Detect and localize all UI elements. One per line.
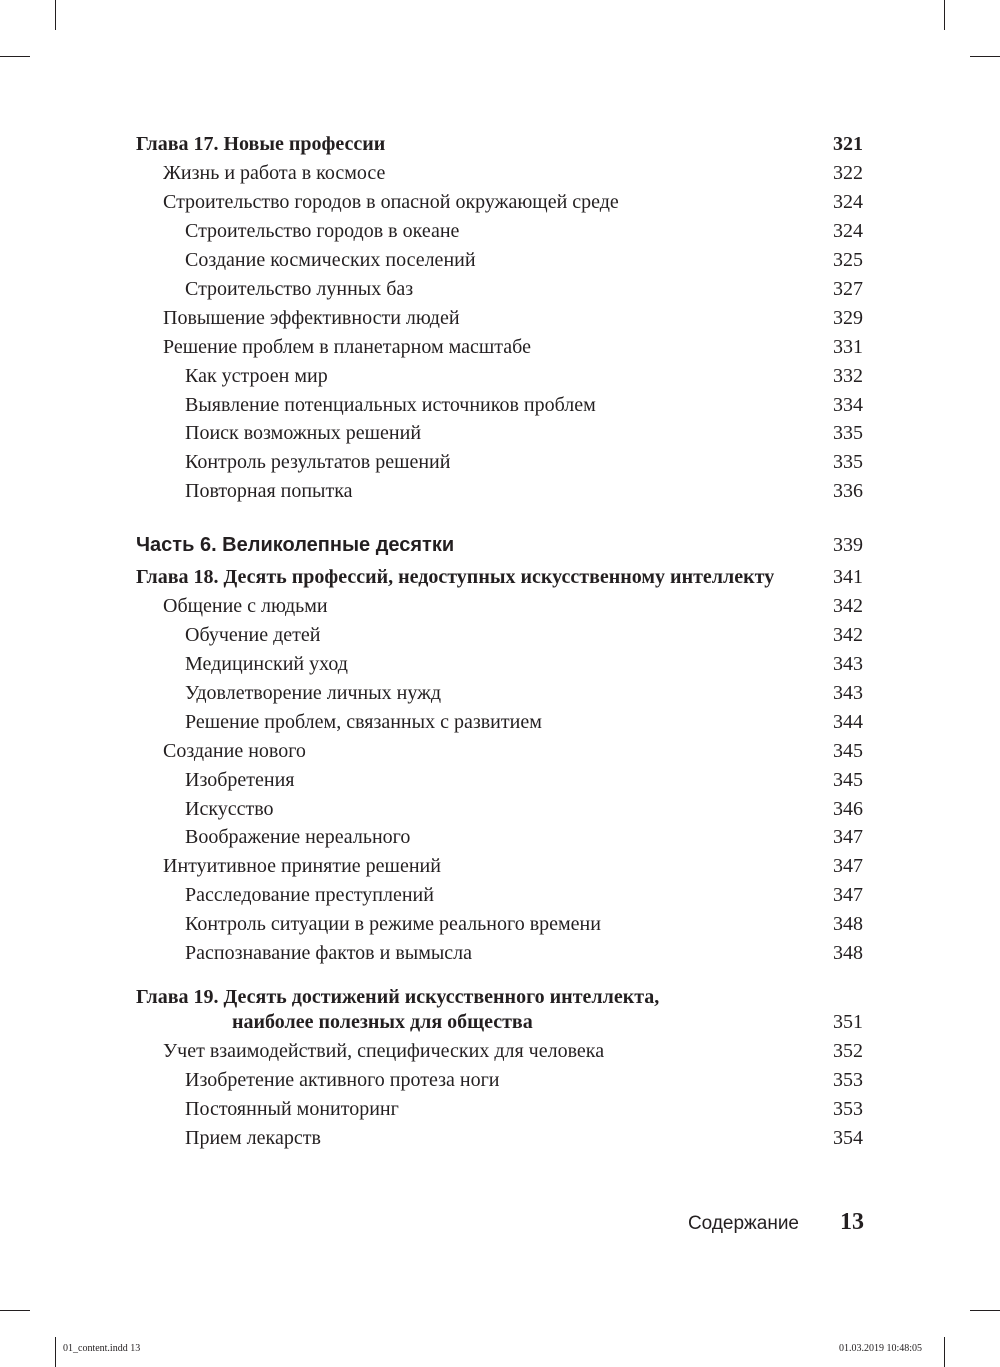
toc-page-number: 322: [833, 162, 863, 184]
toc-entry-title: Создание нового: [163, 740, 306, 762]
toc-part-title: Часть 6. Великолепные десятки: [136, 534, 455, 556]
toc-subentry[interactable]: [0, 823, 1000, 852]
toc-page-number: 346: [833, 798, 863, 820]
toc-entry-title: Повышение эффективности людей: [163, 307, 460, 329]
toc-page-number: 339: [833, 534, 863, 556]
toc-subentry[interactable]: [0, 362, 1000, 391]
toc-subentry[interactable]: [0, 391, 1000, 420]
toc-subentry[interactable]: [0, 621, 1000, 650]
toc-entry[interactable]: [0, 333, 1000, 362]
toc-entry[interactable]: [0, 1037, 1000, 1066]
toc-chapter-18[interactable]: [0, 563, 1000, 592]
toc-page-number: 348: [833, 942, 863, 964]
toc-page-number: 342: [833, 624, 863, 646]
toc-subentry[interactable]: [0, 679, 1000, 708]
toc-subentry[interactable]: [0, 795, 1000, 824]
toc-subentry[interactable]: [0, 881, 1000, 910]
toc-chapter-17[interactable]: [0, 130, 1000, 159]
toc-entry-title: Прием лекарств: [185, 1127, 321, 1149]
toc-entry-title: Решение проблем в планетарном масштабе: [163, 336, 531, 358]
toc-entry-title: Искусство: [185, 798, 274, 820]
slug-file-info: 01_content.indd 13: [63, 1343, 141, 1354]
toc-entry[interactable]: [0, 159, 1000, 188]
toc-chapter-title: Глава 19. Десять достижений искусственного интеллекта,: [136, 986, 660, 1008]
toc-entry[interactable]: [0, 188, 1000, 217]
toc-entry-title: Контроль ситуации в режиме реального времени: [185, 913, 601, 935]
toc-page-number: 334: [833, 394, 863, 416]
toc-entry-title: Удовлетворение личных нужд: [185, 682, 442, 704]
toc-page-number: 354: [833, 1127, 863, 1149]
toc-subentry[interactable]: [0, 275, 1000, 304]
toc-page-number: 347: [833, 826, 863, 848]
toc-subentry[interactable]: [0, 217, 1000, 246]
toc-entry-title: Жизнь и работа в космосе: [163, 162, 386, 184]
toc-chapter-title: Глава 17. Новые профессии: [136, 133, 386, 155]
toc-page-number: 329: [833, 307, 863, 329]
toc-subentry[interactable]: [0, 708, 1000, 737]
toc-page-number: 332: [833, 365, 863, 387]
toc-page-number: 343: [833, 682, 863, 704]
toc-entry-title: Поиск возможных решений: [185, 422, 422, 444]
toc-subentry[interactable]: [0, 1095, 1000, 1124]
toc-entry-title: Строительство городов в опасной окружающей среде: [163, 191, 619, 213]
toc-entry[interactable]: [0, 304, 1000, 333]
toc-subentry[interactable]: [0, 939, 1000, 968]
toc-entry-title: Изобретения: [185, 769, 295, 791]
toc-entry[interactable]: [0, 852, 1000, 881]
toc-page-number: 331: [833, 336, 863, 358]
toc-entry-title: Выявление потенциальных источников проблем: [185, 394, 596, 416]
toc-page-number: 324: [833, 220, 863, 242]
toc-page-number: 344: [833, 711, 863, 733]
toc-page-number: 341: [833, 566, 863, 588]
toc-page-number: 347: [833, 855, 863, 877]
page-number: 13: [840, 1209, 864, 1235]
toc-page-number: 321: [833, 133, 863, 155]
toc-page-number: 342: [833, 595, 863, 617]
toc-entry-title: Общение с людьми: [163, 595, 328, 617]
toc-entry-title: Расследование преступлений: [185, 884, 434, 906]
toc-entry[interactable]: [0, 737, 1000, 766]
toc-chapter-title-continued: наиболее полезных для общества: [232, 1011, 533, 1033]
toc-page-number: 347: [833, 884, 863, 906]
toc-entry-title: Как устроен мир: [185, 365, 328, 387]
toc-chapter-title: Глава 18. Десять профессий, недоступных искусственному интеллекту: [136, 566, 775, 588]
toc-subentry[interactable]: [0, 650, 1000, 679]
slug-datetime: 01.03.2019 10:48:05: [838, 1343, 922, 1354]
toc-entry-title: Распознавание фактов и вымысла: [185, 942, 473, 964]
running-footer-label: Содержание: [687, 1213, 799, 1234]
toc-entry-title: Учет взаимодействий, специфических для человека: [163, 1040, 605, 1062]
toc-page-number: 335: [833, 422, 863, 444]
toc-page-number: 351: [833, 1011, 863, 1033]
toc-page-number: 335: [833, 451, 863, 473]
toc-page-number: 348: [833, 913, 863, 935]
toc-entry-title: Изобретение активного протеза ноги: [185, 1069, 500, 1091]
toc-page-number: 343: [833, 653, 863, 675]
toc-page-number: 336: [833, 480, 863, 502]
toc-subentry[interactable]: [0, 477, 1000, 506]
toc-subentry[interactable]: [0, 910, 1000, 939]
toc-entry-title: Обучение детей: [185, 624, 321, 646]
toc-part-6[interactable]: [0, 531, 1000, 560]
toc-entry-title: Постоянный мониторинг: [185, 1098, 399, 1120]
toc-page-number: 325: [833, 249, 863, 271]
toc-subentry[interactable]: [0, 766, 1000, 795]
toc-page-number: 324: [833, 191, 863, 213]
toc-subentry[interactable]: [0, 448, 1000, 477]
toc-page-number: 345: [833, 769, 863, 791]
toc-entry-title: Воображение нереального: [185, 826, 411, 848]
toc-subentry[interactable]: [0, 1066, 1000, 1095]
toc-entry-title: Повторная попытка: [185, 480, 353, 502]
toc-subentry[interactable]: [0, 246, 1000, 275]
toc-subentry[interactable]: [0, 1124, 1000, 1153]
toc-entry-title: Решение проблем, связанных с развитием: [185, 711, 542, 733]
toc-entry[interactable]: [0, 592, 1000, 621]
toc-chapter-19-continued[interactable]: [0, 1008, 1000, 1037]
toc-entry-title: Медицинский уход: [185, 653, 348, 675]
toc-entry-title: Контроль результатов решений: [185, 451, 451, 473]
toc-entry-title: Создание космических поселений: [185, 249, 476, 271]
toc-entry-title: Интуитивное принятие решений: [163, 855, 441, 877]
toc-page-number: 352: [833, 1040, 863, 1062]
toc-page-number: 353: [833, 1098, 863, 1120]
toc-subentry[interactable]: [0, 419, 1000, 448]
toc-page-number: 353: [833, 1069, 863, 1091]
toc-page-number: 345: [833, 740, 863, 762]
toc-entry-title: Строительство городов в океане: [185, 220, 460, 242]
toc-entry-title: Строительство лунных баз: [185, 278, 414, 300]
toc-page-number: 327: [833, 278, 863, 300]
